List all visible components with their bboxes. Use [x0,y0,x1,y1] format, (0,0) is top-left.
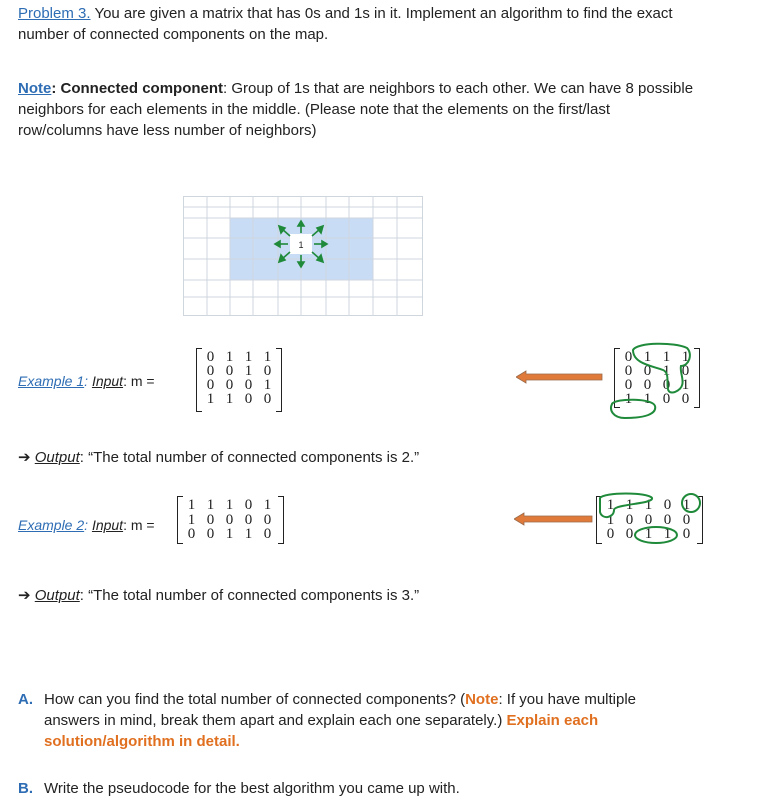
matrix-cell: 1 [244,349,253,365]
matrix-cell: 0 [244,511,253,528]
question-a-line3: solution/algorithm in detail. [44,733,240,750]
matrix-row [201,350,277,364]
matrix-cell: 0 [225,363,234,379]
matrix-cell: 1 [643,349,652,365]
component-circle-1 [600,494,652,518]
matrix-cell: 0 [263,511,272,528]
note-term: Connected component [60,80,224,97]
note-label: Note [18,80,52,97]
example2-circles [590,488,720,552]
matrix-cell: 0 [624,363,633,379]
question-a-line1: How can you find the total number of connected components? ( [44,691,466,708]
problem-line1: You are given a matrix that has 0s and 1s in it. Implement an algorithm to find the exact [90,5,673,22]
component-circle-1 [633,344,690,393]
output-arrow-icon: ➔ [18,587,31,604]
example1-input-label: Input [91,373,124,389]
note-paragraph [18,78,753,141]
matrix-cell: 1 [643,391,652,407]
neighbor-grid-figure [183,196,423,316]
matrix-cell: 0 [263,363,272,379]
matrix-cell: 0 [244,497,253,513]
matrix-cell: 1 [662,363,671,379]
matrix-cell: 0 [663,497,672,513]
matrix-cell: 0 [225,511,234,528]
example1-m: m = [130,373,155,389]
example1-label: Example 1 [18,373,85,389]
example2-input-label: Input [91,517,124,533]
example2-output-label: Output [34,587,80,604]
matrix-cell: 1 [682,497,691,513]
arrow-left-icon [516,369,604,385]
example2-label: Example 2 [18,517,85,533]
note-colon: : [51,80,61,97]
matrix-cell: 1 [244,363,253,379]
question-a [18,689,753,752]
note-line1: : Group of 1s that are neighbors to each other. We can have 8 possible [223,80,694,97]
example1-output-label: Output [34,449,80,466]
matrix-cell: 0 [263,526,272,542]
example2-output-line [18,585,419,606]
matrix-cell: 1 [187,511,196,528]
matrix-cell: 1 [206,497,215,513]
matrix-cell: 1 [624,391,633,407]
matrix-cell: 1 [263,497,272,513]
example1-circles [605,340,715,420]
matrix-cell: 0 [643,363,652,379]
matrix-cell: 1 [681,377,690,393]
matrix-row [182,513,277,528]
example2-output-text: : “The total number of connected components is 3.” [79,587,420,604]
matrix-cell: 1 [225,526,234,542]
matrix-cell: 0 [225,377,234,393]
matrix-cell: 1 [644,526,653,542]
matrix-row [201,392,277,406]
question-b-line: Write the pseudocode for the best algorithm you came up with. [44,780,460,797]
arrow-left-icon [514,511,594,527]
center-value: 1 [298,240,304,250]
matrix-cell: 1 [681,349,690,365]
matrix-cell: 0 [263,391,272,407]
matrix-cell: 0 [244,377,253,393]
problem-statement [18,3,748,45]
matrix-row [201,378,277,392]
example1-matrix [196,348,282,412]
matrix-row [201,364,277,378]
matrix-cell: 0 [206,377,215,393]
matrix-cell: 1 [663,526,672,542]
matrix-cell: 1 [263,377,272,393]
output-arrow-icon: ➔ [18,449,31,466]
note-line3: row/columns have less number of neighbors) [18,122,317,139]
matrix-cell: 1 [263,349,272,365]
example2-label-line: Example 2: Input: m = [18,517,155,533]
problem-heading: Problem 3. [18,5,91,22]
matrix-cell: 0 [681,363,690,379]
example2-matrix [177,496,284,544]
matrix-cell: 0 [682,526,691,542]
matrix-cell: 0 [624,377,633,393]
matrix-cell: 0 [663,511,672,528]
example2-m: m = [130,517,155,533]
question-a-line2a: answers in mind, break them apart and explain each one separately.) [44,712,507,729]
matrix-cell: 0 [662,377,671,393]
example1-output-line [18,447,419,468]
matrix-cell: 1 [244,526,253,542]
matrix-cell: 1 [606,497,615,513]
component-circle-2 [682,494,700,512]
matrix-cell: 0 [625,526,634,542]
matrix-cell: 0 [606,526,615,542]
question-a-line1b: : If you have multiple [498,691,637,708]
matrix-cell: 1 [662,349,671,365]
matrix-cell: 1 [206,391,215,407]
component-circle-3 [635,527,677,543]
matrix-cell: 1 [644,497,653,513]
matrix-cell: 0 [644,511,653,528]
question-a-line2b: Explain each [506,712,599,729]
matrix-cell: 0 [206,349,215,365]
matrix-cell: 0 [206,363,215,379]
matrix-cell: 1 [225,349,234,365]
question-a-label: A. [18,691,33,708]
matrix-cell: 1 [625,497,634,513]
matrix-row [182,498,277,513]
problem-line2: number of connected components on the map. [18,26,329,43]
matrix-cell: 1 [225,391,234,407]
matrix-cell: 0 [187,526,196,542]
example1-label-line: Example 1: Input: m = [18,373,155,389]
matrix-cell: 0 [206,526,215,542]
matrix-cell: 0 [662,391,671,407]
matrix-cell: 0 [624,349,633,365]
matrix-cell: 1 [187,497,196,513]
matrix-row [182,527,277,542]
example1-output-text: : “The total number of connected components is 2.” [79,449,420,466]
matrix-cell: 0 [681,391,690,407]
question-b [18,778,753,799]
component-circle-2 [611,400,655,418]
matrix-cell: 0 [244,391,253,407]
matrix-cell: 1 [606,511,615,528]
matrix-cell: 1 [225,497,234,513]
question-a-note: Note [465,691,499,708]
question-b-label: B. [18,780,33,797]
matrix-cell: 0 [682,511,691,528]
note-line2: neighbors for each elements in the middle. (Please note that the elements on the first/last [18,101,611,118]
matrix-cell: 0 [206,511,215,528]
matrix-cell: 0 [625,511,634,528]
matrix-cell: 0 [643,377,652,393]
